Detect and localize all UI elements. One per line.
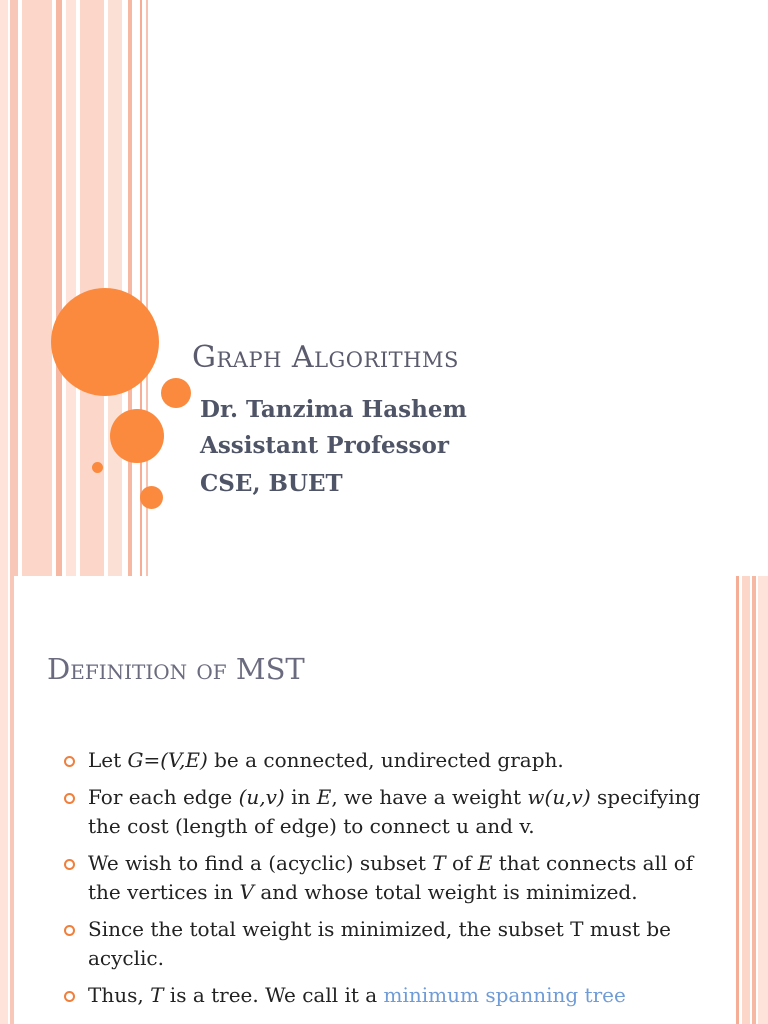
slide-title: Graph Algorithms bbox=[192, 340, 459, 375]
decor-stripe bbox=[128, 0, 132, 576]
content-slide bbox=[0, 576, 768, 1024]
circle-bullet-icon bbox=[64, 859, 75, 870]
slide-title: Definition of MST bbox=[47, 652, 305, 686]
circle-bullet-icon bbox=[64, 793, 75, 804]
author-position: Assistant Professor bbox=[200, 432, 449, 459]
list-item: Since the total weight is minimized, the subset T must be acyclic. bbox=[64, 915, 714, 973]
decor-circle-tiny bbox=[92, 462, 103, 473]
list-item: Thus, T is a tree. We call it a minimum spanning tree bbox=[64, 981, 714, 1010]
decor-stripe bbox=[758, 576, 768, 1024]
bullet-list bbox=[64, 746, 714, 1018]
decor-stripe bbox=[0, 576, 8, 1024]
decor-stripe bbox=[0, 0, 8, 576]
decor-stripe bbox=[56, 0, 62, 576]
decor-stripe bbox=[10, 576, 14, 1024]
decor-stripe bbox=[22, 0, 52, 576]
decor-stripe bbox=[742, 576, 750, 1024]
decor-circle-medium bbox=[110, 409, 164, 463]
decor-stripe bbox=[752, 576, 756, 1024]
decor-stripe bbox=[736, 576, 739, 1024]
decor-stripe bbox=[10, 0, 18, 576]
author-affiliation: CSE, BUET bbox=[200, 470, 343, 497]
decor-stripe bbox=[66, 0, 76, 576]
decor-circle-small bbox=[140, 486, 163, 509]
author-name: Dr. Tanzima Hashem bbox=[200, 396, 467, 423]
circle-bullet-icon bbox=[64, 756, 75, 767]
decor-circle-large bbox=[51, 288, 159, 396]
list-item: Let G=(V,E) be a connected, undirected graph. bbox=[64, 746, 714, 775]
circle-bullet-icon bbox=[64, 925, 75, 936]
decor-circle-small bbox=[161, 378, 191, 408]
mst-link[interactable]: minimum spanning tree bbox=[383, 983, 626, 1007]
list-item: For each edge (u,v) in E, we have a weight w(u,v) specifying the cost (length of edge) to connect u and v. bbox=[64, 783, 714, 841]
list-item: We wish to find a (acyclic) subset T of E that connects all of the vertices in V and whose total weight is minimized. bbox=[64, 849, 714, 907]
circle-bullet-icon bbox=[64, 991, 75, 1002]
